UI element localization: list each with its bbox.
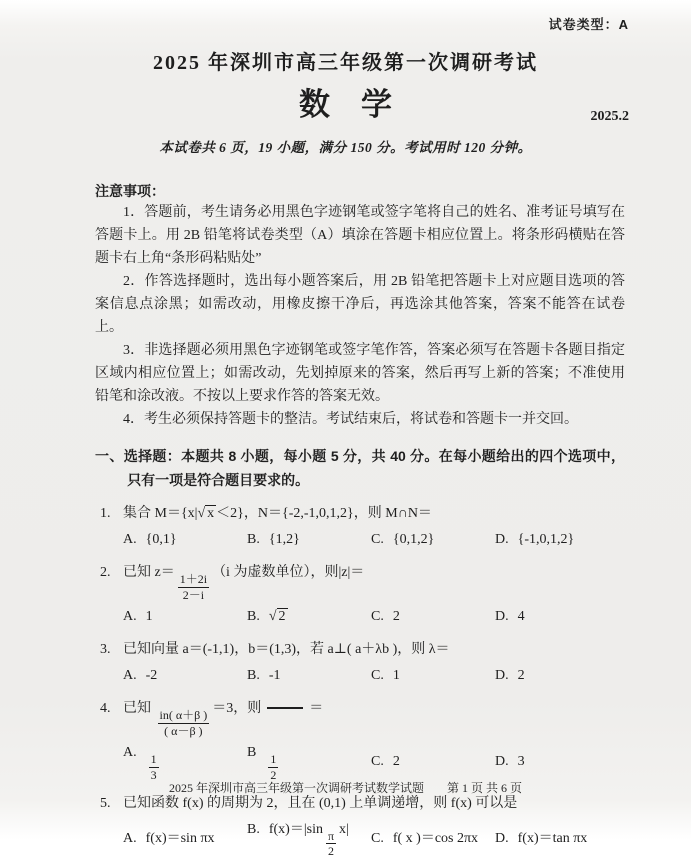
option-item	[247, 741, 371, 782]
fraction-denominator: ( α－β )	[164, 723, 203, 738]
option-label: B.	[247, 667, 260, 683]
math-text: 2	[392, 608, 400, 624]
math-text: 2	[392, 753, 400, 769]
math-text: 已知 z＝	[123, 565, 175, 580]
fraction-numerator: 1	[150, 752, 157, 767]
option-content	[269, 608, 288, 624]
section-1-heading: 一、选择题：本题共 8 小题，每小题 5 分，共 40 分。在每小题给出的四个选项中，只有一项是符合题目要求的。	[95, 448, 625, 488]
option-content	[393, 831, 478, 846]
option-content	[146, 609, 153, 624]
notice-item-4: 4．考生必须保持答题卡的整洁。考试结束后，将试卷和答题卡一并交回。	[123, 412, 578, 427]
question-stem	[123, 505, 432, 521]
options-row	[123, 664, 625, 687]
notice-item-1: 1．答题前，考生请务必用黑色字迹钢笔或签字笔将自己的姓名、准考证号填写在答题卡上。用 2B 铅笔将试卷类型（A）填涂在答题卡相应位置上。将条形码横贴在答题卡右上角“条形码粘贴处”	[95, 205, 625, 266]
options-row	[123, 528, 625, 551]
option-item	[495, 750, 625, 773]
fraction	[326, 829, 336, 855]
math-text: f(x)＝|sin	[268, 821, 323, 837]
math-text: 3	[517, 753, 525, 769]
options-row	[123, 741, 625, 782]
question-item	[95, 638, 625, 687]
option-content	[393, 668, 400, 683]
option-content	[268, 821, 349, 855]
option-item	[371, 827, 495, 850]
radicand: x	[207, 506, 215, 521]
option-content	[518, 754, 525, 769]
fraction-denominator: 3	[150, 767, 157, 782]
math-text: x|	[339, 821, 349, 837]
exam-info-line: 本试卷共 6 页，19 小题，满分 150 分。考试用时 120 分钟。	[159, 140, 532, 155]
math-text: 已知向量 a＝(-1,1)，b＝(1,3)，若 a⊥( a＋λb )，则 λ＝	[123, 641, 450, 657]
option-label: B.	[247, 608, 260, 624]
question-stem	[123, 796, 517, 811]
option-content	[393, 754, 400, 769]
option-item	[247, 664, 371, 687]
option-item	[495, 664, 625, 687]
option-item	[495, 605, 625, 628]
question-item	[95, 697, 625, 782]
option-label: C.	[371, 667, 384, 683]
option-content	[146, 831, 215, 846]
option-item	[247, 528, 371, 551]
question-stem	[123, 642, 450, 657]
question-stem-line	[95, 697, 625, 738]
math-text: f(x)＝sin πx	[145, 830, 215, 846]
option-label: C.	[371, 830, 384, 846]
option-label: C.	[371, 608, 384, 624]
option-label: B	[247, 744, 257, 760]
option-item	[371, 664, 495, 687]
notice-block	[95, 201, 625, 431]
fraction	[268, 752, 278, 782]
page-footer	[0, 779, 691, 796]
options-row	[123, 605, 625, 628]
option-content	[518, 831, 588, 846]
fraction-numerator: π	[327, 829, 335, 844]
exam-title: 2025 年深圳市高三年级第一次调研考试	[153, 52, 538, 74]
option-content	[393, 532, 434, 547]
math-text: {-1,0,1,2}	[517, 532, 575, 547]
question-item	[95, 561, 625, 628]
options-row	[123, 818, 625, 855]
square-root: √ 2	[268, 608, 286, 624]
question-stem-line	[95, 638, 625, 661]
question-number: 3.	[100, 641, 111, 657]
option-content	[518, 532, 575, 547]
option-item	[495, 528, 625, 551]
fraction-denominator: 2－i	[182, 587, 205, 602]
square-root: √ x	[197, 506, 215, 521]
math-text: -1	[268, 667, 281, 683]
subject-row	[0, 83, 691, 127]
option-label: B.	[247, 532, 260, 547]
math-text: 已知	[123, 700, 155, 716]
option-label: A.	[123, 744, 137, 760]
option-item	[371, 750, 495, 773]
fraction-numerator: 1＋2i	[179, 572, 208, 587]
fraction-numerator: in( α＋β )	[159, 708, 208, 723]
radicand: 2	[278, 608, 286, 624]
option-label: C.	[371, 532, 384, 547]
question-number: 1.	[100, 506, 111, 521]
notice-item-2: 2．作答选择题时，选出每小题答案后，用 2B 铅笔把答题卡上对应题目选项的答案信息点涂黑；如需改动，用橡皮擦干净后，再选涂其他答案，答案不能答在试卷上。	[95, 274, 625, 335]
footer-exam-name: 2025 年深圳市高三年级第一次调研考试数学试题	[168, 781, 424, 795]
fraction-denominator: 2	[328, 844, 335, 855]
blank-fraction-bar	[267, 707, 303, 709]
option-label: A.	[123, 608, 137, 624]
option-item	[247, 605, 371, 628]
fraction-numerator: 1	[270, 752, 277, 767]
option-item	[371, 605, 495, 628]
option-content	[518, 609, 525, 624]
math-text: 2	[517, 667, 525, 683]
math-text: （i 为虚数单位），则|z|＝	[212, 565, 365, 580]
option-content	[518, 668, 525, 683]
option-content	[146, 745, 162, 782]
math-text: f(x)＝tan πx	[517, 830, 588, 846]
subject-title: 数 学	[299, 87, 392, 122]
math-text: ＝	[309, 700, 324, 716]
option-label: D.	[495, 830, 509, 846]
option-content	[265, 745, 281, 782]
option-item	[247, 818, 371, 855]
math-text: {0,1,2}	[392, 532, 435, 547]
math-text: 4	[517, 608, 525, 624]
option-label: D.	[495, 667, 509, 683]
notice-title: 注意事项：	[95, 183, 165, 199]
option-item	[123, 664, 247, 687]
option-item	[123, 741, 247, 782]
question-stem-line	[95, 561, 625, 602]
math-text: ＝3，则	[212, 700, 262, 716]
math-text: {0,1}	[145, 532, 177, 547]
option-content	[146, 532, 177, 547]
option-label: D.	[495, 532, 509, 547]
fraction	[149, 752, 159, 782]
question-stem-line	[95, 502, 625, 525]
math-text: f( x )＝cos 2πx	[392, 830, 479, 846]
question-stem	[123, 565, 365, 602]
math-text: -2	[145, 667, 158, 683]
fraction-denominator: 2	[270, 767, 277, 782]
question-list	[95, 502, 625, 855]
option-content	[146, 668, 158, 683]
option-label: A.	[123, 667, 137, 683]
math-text: 集合 M＝{x|	[123, 506, 198, 521]
option-label: B.	[247, 821, 260, 837]
option-item	[123, 827, 247, 850]
question-number: 4.	[100, 700, 111, 716]
math-text: {1,2}	[268, 532, 300, 547]
option-label: A.	[123, 532, 137, 547]
page-content	[0, 181, 691, 855]
option-label: D.	[495, 608, 509, 624]
question-item	[95, 792, 625, 855]
question-item	[95, 502, 625, 551]
option-item	[371, 528, 495, 551]
option-label: D.	[495, 753, 509, 769]
option-item	[495, 827, 625, 850]
option-item	[123, 605, 247, 628]
option-label: C.	[371, 753, 384, 769]
footer-page-number: 第 1 页 共 6 页	[447, 781, 523, 795]
fraction	[178, 572, 209, 602]
math-text: ＜2}，N＝{-2,-1,0,1,2}，则 M∩N＝	[216, 506, 432, 521]
math-text: 1	[392, 667, 400, 683]
fraction	[158, 708, 210, 738]
option-content	[393, 609, 400, 624]
question-number: 5.	[100, 795, 111, 811]
notice-item-3: 3．非选择题必须用黑色字迹钢笔或签字笔作答，答案必须写在答题卡各题目指定区域内相应位置上；如需改动，先划掉原来的答案，然后再写上新的答案；不准使用铅笔和涂改液。不按以上要求作答的答案无效。	[95, 343, 625, 404]
question-number: 2.	[100, 565, 111, 580]
option-content	[269, 668, 281, 683]
math-text: 已知函数 f(x) 的周期为 2，且在 (0,1) 上单调递增，则 f(x) 可以是	[123, 795, 518, 811]
option-item	[123, 528, 247, 551]
exam-date: 2025.2	[590, 109, 629, 124]
math-text: 1	[145, 608, 153, 624]
option-label: A.	[123, 830, 137, 846]
paper-type-label: 试卷类型：A	[548, 17, 629, 32]
option-content	[269, 532, 300, 547]
